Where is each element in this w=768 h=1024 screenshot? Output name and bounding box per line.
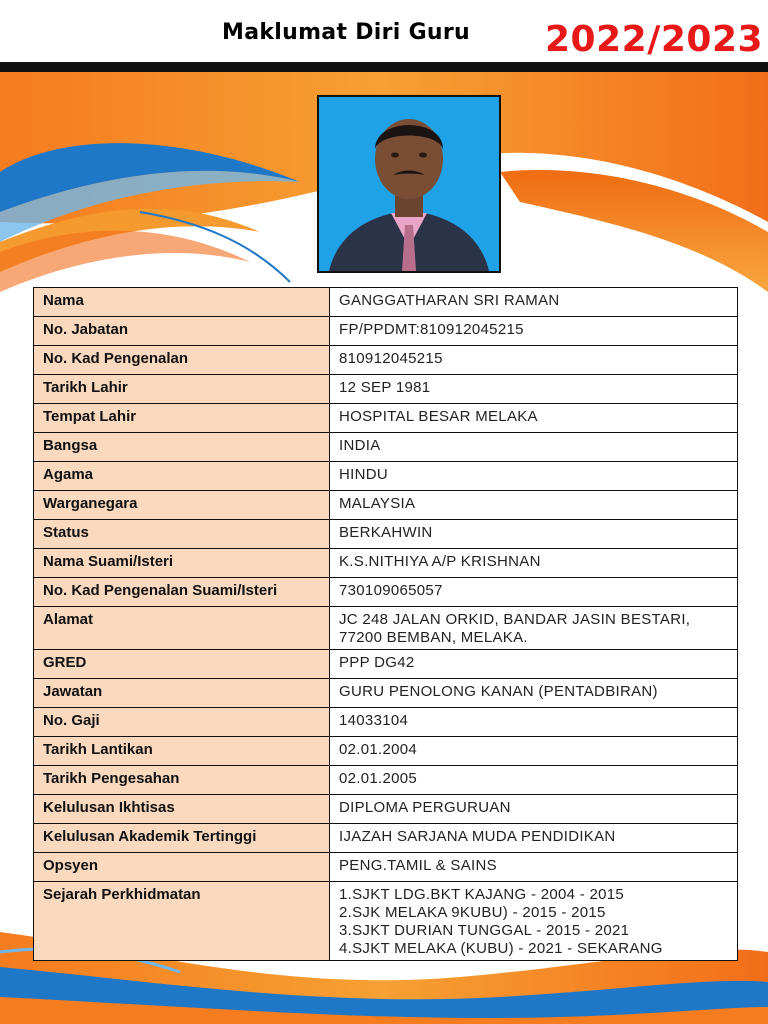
table-row (34, 520, 738, 549)
table-row (34, 375, 738, 404)
field-value: PPP DG42 (330, 650, 738, 679)
teacher-photo (317, 95, 501, 273)
table-row (34, 288, 738, 317)
table-row (34, 433, 738, 462)
page-title: Maklumat Diri Guru (222, 20, 471, 45)
field-value: 02.01.2004 (330, 737, 738, 766)
table-row (34, 607, 738, 650)
table-row (34, 708, 738, 737)
field-value: MALAYSIA (330, 491, 738, 520)
table-row (34, 795, 738, 824)
table-row (34, 882, 738, 961)
field-value: K.S.NITHIYA A/P KRISHNAN (330, 549, 738, 578)
field-label: Nama (34, 288, 330, 317)
field-label: Opsyen (34, 853, 330, 882)
field-value: 1.SJKT LDG.BKT KAJANG - 2004 - 2015 2.SJK MELAKA 9KUBU) - 2015 - 2015 3.SJKT DURIAN TUNGGAL - 2015 - 2021 4.SJKT MELAKA (KUBU) - 2021 - SEKARANG (330, 882, 738, 961)
field-value: 12 SEP 1981 (330, 375, 738, 404)
header-divider (0, 62, 768, 72)
table-row (34, 824, 738, 853)
table-row (34, 462, 738, 491)
table-row (34, 346, 738, 375)
field-value: BERKAHWIN (330, 520, 738, 549)
field-value: PENG.TAMIL & SAINS (330, 853, 738, 882)
field-label: Tarikh Lantikan (34, 737, 330, 766)
field-label: No. Kad Pengenalan Suami/Isteri (34, 578, 330, 607)
table-row (34, 737, 738, 766)
field-label: Warganegara (34, 491, 330, 520)
field-label: Nama Suami/Isteri (34, 549, 330, 578)
field-value: 14033104 (330, 708, 738, 737)
field-value: GANGGATHARAN SRI RAMAN (330, 288, 738, 317)
teacher-info-table (33, 287, 738, 961)
field-value: GURU PENOLONG KANAN (PENTADBIRAN) (330, 679, 738, 708)
field-label: No. Jabatan (34, 317, 330, 346)
field-value: FP/PPDMT:810912045215 (330, 317, 738, 346)
field-value: 730109065057 (330, 578, 738, 607)
table-row (34, 578, 738, 607)
field-label: GRED (34, 650, 330, 679)
table-row (34, 404, 738, 433)
field-value: HOSPITAL BESAR MELAKA (330, 404, 738, 433)
field-label: Agama (34, 462, 330, 491)
field-label: Jawatan (34, 679, 330, 708)
field-value: 810912045215 (330, 346, 738, 375)
table-row (34, 491, 738, 520)
field-value: HINDU (330, 462, 738, 491)
table-row (34, 317, 738, 346)
table-row (34, 853, 738, 882)
field-label: Sejarah Perkhidmatan (34, 882, 330, 961)
table-row (34, 679, 738, 708)
field-value: DIPLOMA PERGURUAN (330, 795, 738, 824)
field-label: Tarikh Pengesahan (34, 766, 330, 795)
field-label: Kelulusan Akademik Tertinggi (34, 824, 330, 853)
field-value: IJAZAH SARJANA MUDA PENDIDIKAN (330, 824, 738, 853)
field-label: Status (34, 520, 330, 549)
academic-year: 2022/2023 (545, 19, 764, 60)
field-value: INDIA (330, 433, 738, 462)
field-label: Alamat (34, 607, 330, 650)
field-label: No. Gaji (34, 708, 330, 737)
table-row (34, 766, 738, 795)
field-label: No. Kad Pengenalan (34, 346, 330, 375)
table-row (34, 549, 738, 578)
field-label: Bangsa (34, 433, 330, 462)
field-value: JC 248 JALAN ORKID, BANDAR JASIN BESTARI, 77200 BEMBAN, MELAKA. (330, 607, 738, 650)
teacher-portrait-icon (319, 97, 499, 271)
field-label: Tarikh Lahir (34, 375, 330, 404)
field-value: 02.01.2005 (330, 766, 738, 795)
field-label: Kelulusan Ikhtisas (34, 795, 330, 824)
slide-header (0, 0, 768, 64)
field-label: Tempat Lahir (34, 404, 330, 433)
table-row (34, 650, 738, 679)
